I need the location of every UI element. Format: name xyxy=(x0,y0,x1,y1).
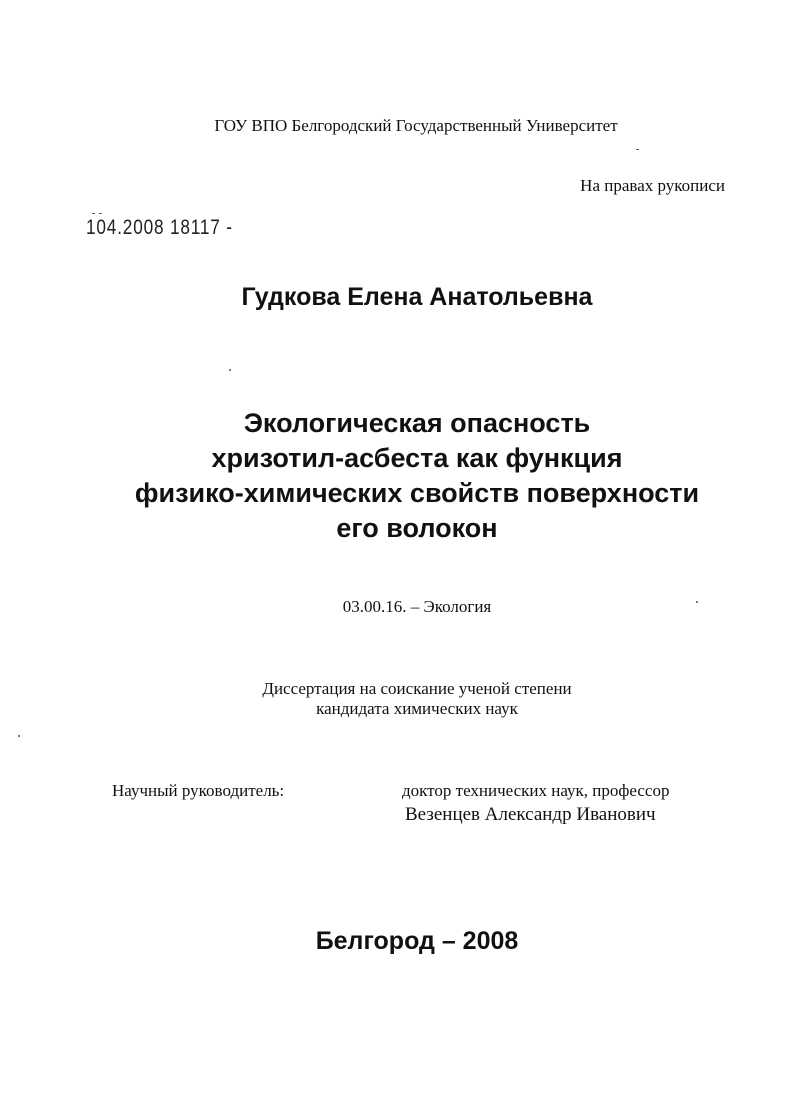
institution-name: ГОУ ВПО Белгородский Государственный Университет xyxy=(214,116,618,135)
archive-stamp: 104.2008 18117 - xyxy=(86,216,233,239)
rights-notice: На правах рукописи xyxy=(580,176,725,195)
scan-speck xyxy=(636,149,639,150)
city-year: Белгород – 2008 xyxy=(315,927,519,955)
degree-line: Диссертация на соискание ученой степени xyxy=(262,679,572,698)
supervisor-title: доктор технических наук, профессор xyxy=(402,781,670,800)
title-line: Экологическая опасность xyxy=(243,408,591,438)
degree-statement xyxy=(0,679,793,719)
scan-speck xyxy=(92,213,95,214)
specialty-code: 03.00.16. – Экология xyxy=(342,597,492,616)
supervisor-label: Научный руководитель: xyxy=(112,781,285,800)
author-name: Гудкова Елена Анатольевна xyxy=(241,283,593,311)
title-line: его волокон xyxy=(336,513,498,543)
scan-speck xyxy=(696,601,698,603)
scan-speck xyxy=(229,369,231,371)
degree-line: кандидата химических наук xyxy=(316,699,518,718)
scan-speck xyxy=(18,735,20,737)
scan-speck xyxy=(99,213,102,214)
supervisor-name: Везенцев Александр Иванович xyxy=(405,804,656,825)
title-line: физико-химических свойств поверхности xyxy=(134,478,700,508)
dissertation-title xyxy=(0,406,793,546)
title-line: хризотил-асбеста как функция xyxy=(211,443,623,473)
